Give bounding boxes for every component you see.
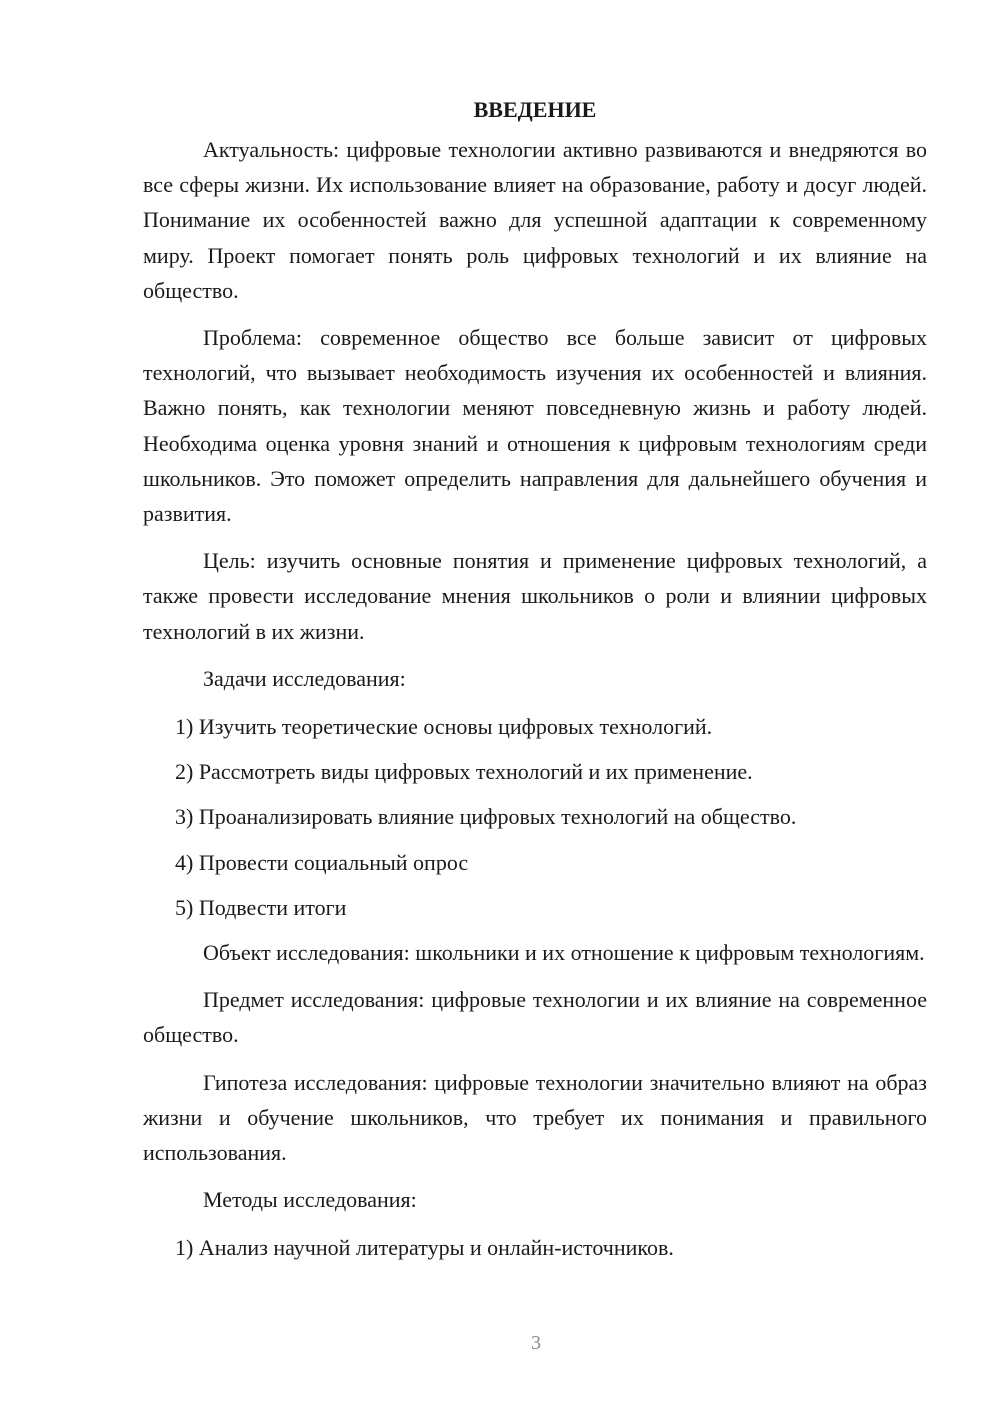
subject-paragraph: Предмет исследования: цифровые технологии и их влияние на современное общество. (143, 987, 927, 1048)
object-paragraph: Объект исследования: школьники и их отношение к цифровым технологиям. (203, 940, 925, 966)
problem-paragraph: Проблема: современное общество все больше зависит от цифровых технологий, что вызывает необходимость изучения их особенностей и влияния. Важно понять, как технологии меняют повседневную жизнь и работу людей. Необходима оценка уровня знаний и отношения к цифровым технологиям среди школьников. Это поможет определить направления для дальнейшего обучения и развития. (143, 325, 927, 527)
document-page (143, 92, 927, 1276)
goal-paragraph: Цель: изучить основные понятия и применение цифровых технологий, а также провести исследование мнения школьников о роли и влиянии цифровых технологий в их жизни. (143, 548, 927, 644)
task-item: 1) Изучить теоретические основы цифровых технологий. (175, 714, 713, 740)
task-item: 3) Проанализировать влияние цифровых технологий на общество. (175, 804, 797, 830)
relevance-paragraph: Актуальность: цифровые технологии активно развиваются и внедряются во все сферы жизни. Их использование влияет на образование, работу и досуг людей. Понимание их особенностей важно для успешной адаптации к современному миру. Проект помогает понять роль цифровых технологий и их влияние на общество. (143, 137, 927, 303)
task-item: 5) Подвести итоги (175, 894, 347, 920)
task-item: 2) Рассмотреть виды цифровых технологий и их применение. (175, 759, 753, 785)
methods-list (143, 1230, 927, 1265)
tasks-list (143, 709, 927, 925)
hypothesis-paragraph: Гипотеза исследования: цифровые технологии значительно влияют на образ жизни и обучение школьников, что требует их понимания и правильного использования. (143, 1069, 927, 1166)
task-item: 4) Провести социальный опрос (175, 849, 469, 875)
method-item: 1) Анализ научной литературы и онлайн-источников. (175, 1235, 674, 1261)
tasks-heading: Задачи исследования: (203, 665, 406, 691)
page-number: 3 (531, 1332, 541, 1354)
section-heading: ВВЕДЕНИЕ (473, 97, 597, 122)
methods-heading: Методы исследования: (203, 1187, 417, 1213)
